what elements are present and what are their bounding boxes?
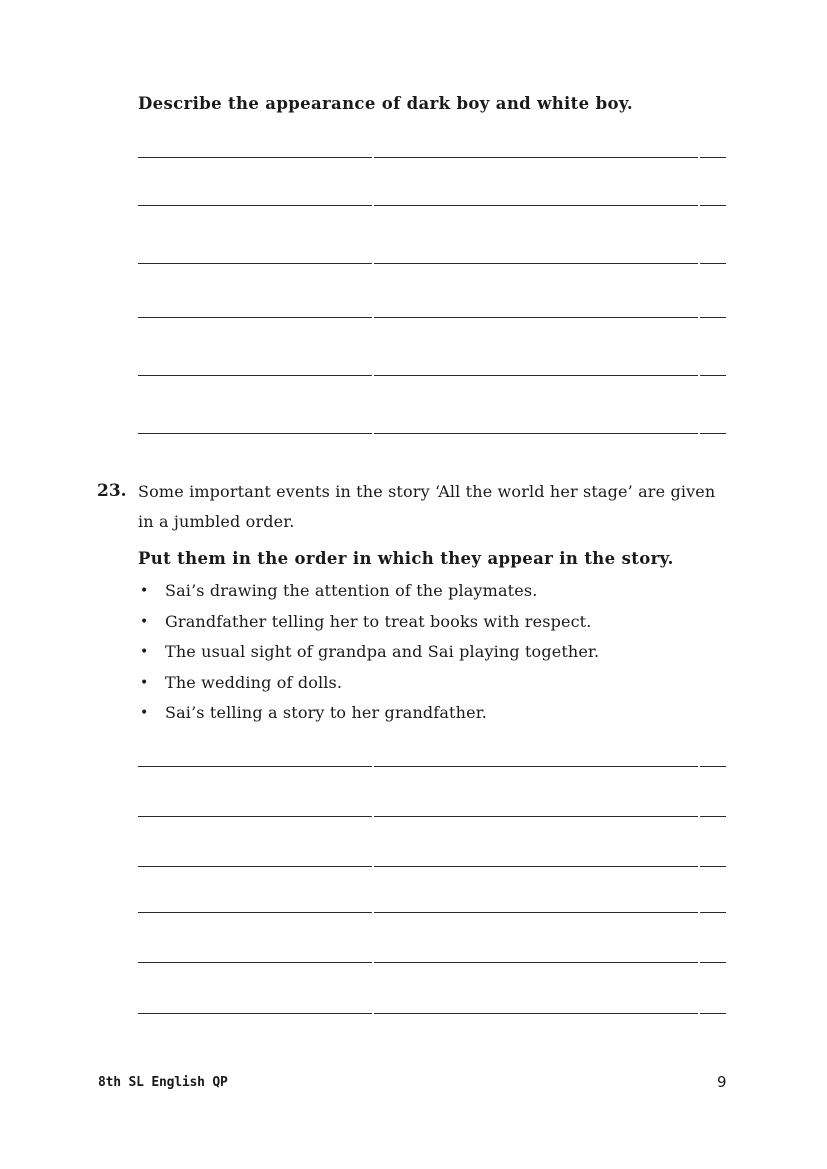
event-text: Sai’s telling a story to her grandfather. xyxy=(165,703,487,722)
answer-line xyxy=(138,157,726,158)
answer-line xyxy=(138,766,726,767)
list-item xyxy=(140,700,599,731)
answer-line xyxy=(138,263,726,264)
bullet-icon: • xyxy=(140,644,149,660)
q23-instruction: Put them in the order in which they appear in the story. xyxy=(138,549,674,568)
answer-line xyxy=(138,912,726,913)
event-text: The usual sight of grandpa and Sai playing together. xyxy=(165,642,600,661)
bullet-icon: • xyxy=(140,583,149,599)
answer-line xyxy=(138,1013,726,1014)
q23-intro-line-1: Some important events in the story ‘All the world her stage’ are given xyxy=(138,482,716,501)
event-list xyxy=(140,578,599,731)
answer-line xyxy=(138,205,726,206)
event-text: Grandfather telling her to treat books with respect. xyxy=(165,611,592,631)
list-item xyxy=(140,609,599,640)
event-text: The wedding of dolls. xyxy=(165,672,343,692)
footer-label: 8th SL English QP xyxy=(98,1075,228,1090)
event-text: Sai’s drawing the attention of the playmates. xyxy=(165,581,538,600)
bullet-icon: • xyxy=(140,674,149,691)
list-item xyxy=(140,639,599,670)
bullet-icon: • xyxy=(140,705,149,721)
q23-intro-line-2: in a jumbled order. xyxy=(138,512,295,531)
q22-prompt: Describe the appearance of dark boy and white boy. xyxy=(138,94,633,113)
bullet-icon: • xyxy=(140,613,149,630)
answer-line xyxy=(138,375,726,376)
answer-line xyxy=(138,433,726,434)
answer-line xyxy=(138,866,726,867)
question-number: 23. xyxy=(97,481,127,501)
page-number: 9 xyxy=(717,1073,727,1091)
list-item xyxy=(140,670,599,701)
answer-line xyxy=(138,962,726,963)
answer-line xyxy=(138,816,726,817)
answer-line xyxy=(138,317,726,318)
list-item xyxy=(140,578,599,609)
